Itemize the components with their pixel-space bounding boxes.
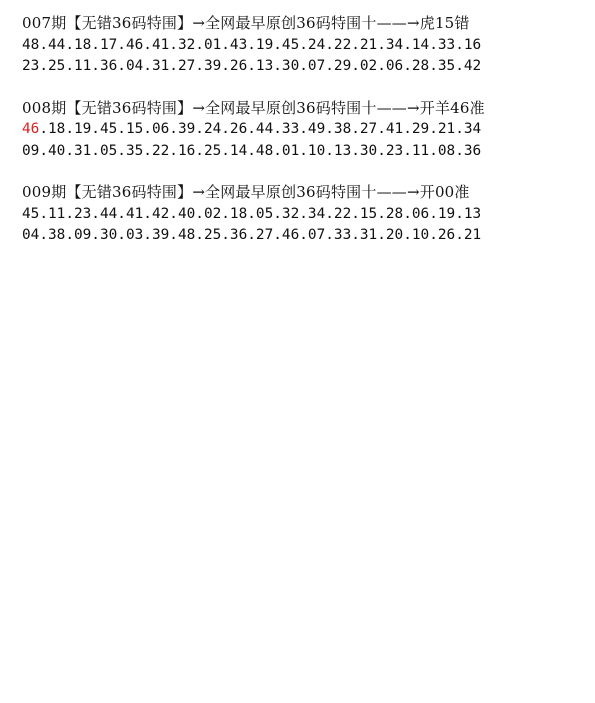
issue-007-numbers-row-1: 48.44.18.17.46.41.32.01.43.19.45.24.22.21.34.14.33.16: [22, 36, 482, 53]
issue-008-numbers-row-1: [22, 119, 587, 141]
issue-009-numbers-row-1: 45.11.23.44.41.42.40.02.18.05.32.34.22.15.28.06.19.13: [22, 205, 482, 222]
issue-007-section: [22, 13, 587, 78]
issue-008-numbers-row-2: 09.40.31.05.35.22.16.25.14.48.01.10.13.30.23.11.08.36: [22, 142, 482, 159]
document-body: [22, 13, 587, 267]
issue-008-numbers-row-1-rest: .18.19.45.15.06.39.24.26.44.33.49.38.27.41.29.21.34: [39, 121, 482, 137]
issue-009-title: 009期【无错36码特围】→全网最早原创36码特围十——→开00准: [22, 183, 470, 201]
highlighted-number: 46: [22, 121, 40, 137]
issue-009-numbers-row-2: 04.38.09.30.03.39.48.25.36.27.46.07.33.31.20.10.26.21: [22, 227, 482, 243]
issue-007-numbers-row-2: 23.25.11.36.04.31.27.39.26.13.30.07.29.02.06.28.35.42: [22, 58, 482, 74]
issue-007-title: 007期【无错36码特围】→全网最早原创36码特围十——→虎15错: [22, 14, 470, 32]
issue-009-section: [22, 182, 587, 247]
issue-008-section: [22, 98, 587, 163]
issue-008-title: 008期【无错36码特围】→全网最早原创36码特围十——→开羊46准: [22, 98, 485, 117]
